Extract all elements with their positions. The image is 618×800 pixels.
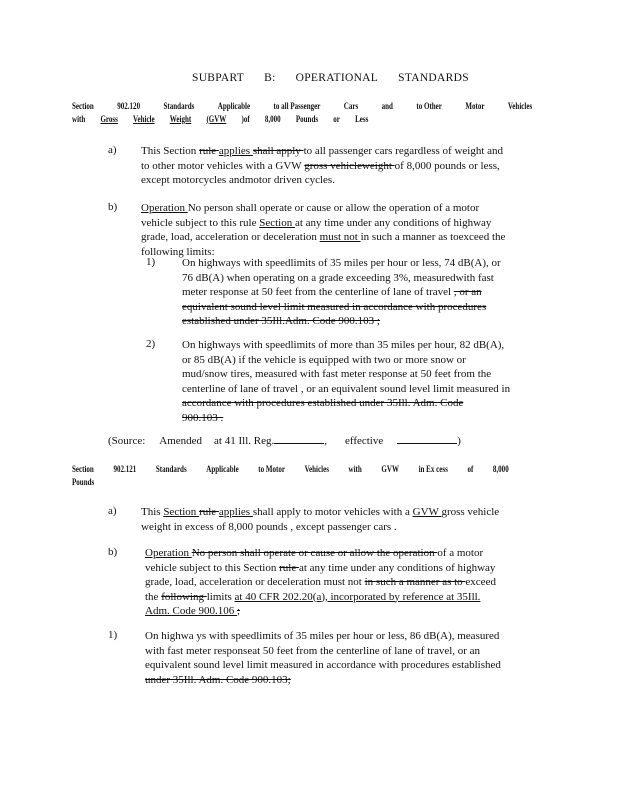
subsection-a-text: This Section rule applies shall apply to all passenger cars regardless of weight and to other motor vehicles with a GVW gross vehicleweight of 8,000 pounds or less, except motorcycles andmotor driven cycles. (141, 145, 504, 186)
item-121-1-label: 1) (108, 629, 118, 641)
section-902-121-heading: Section 902.121 Standards Applicable to Motor Vehicles with GVW in Ex cess of 8,000 Pounds (72, 464, 509, 487)
source-note: (Source: Amended at 41 Ill. Reg. , effective ) (108, 435, 461, 447)
item-121-1-text: On highwa ys with speedlimits of 35 miles per hour or less, 86 dB(A), measured with fast meter responseat 50 feet from the centerline of lane of travel, or an equivalent sound level limit measured in accordance with procedures established under 35Ill. Adm. Code 900.103; (145, 630, 501, 686)
subsection-121b-label: b) (108, 546, 118, 558)
item-b2-label: 2) (146, 338, 156, 350)
subsection-121b-text: Operation No person shall operate or cause or allow the operation of a motor vehicle subject to this Section rule at any time under any conditions of highway grade, load, acceleration or deceleration must not in such a manner as to exceed the following limits at 40 CFR 202.20(a), incorporated by reference at 35Ill. Adm. Code 900.106 ; (145, 547, 496, 617)
subsection-b-text: Operation No person shall operate or cause or allow the operation of a motor vehicle subject to this rule Section at any time under any conditions of highway grade, load, acceleration or deceleration must not in such a manner as toexceed the following limits: (141, 202, 506, 258)
subsection-121a-text: This Section rule applies shall apply to motor vehicles with a GVW gross vehicle weight in excess of 8,000 pounds , except passenger cars . (141, 506, 500, 533)
subsection-121a-label: a) (108, 505, 117, 517)
item-b1-label: 1) (146, 256, 156, 268)
item-b2-text: On highways with speedlimits of more than 35 miles per hour, 82 dB(A), or 85 dB(A) if the vehicle is equipped with two or more snow or mud/snow tires, measured with fast meter response at 50 feet from the centerline of lane of travel , or an equivalent sound level limit measured in accordance with procedures established under 35Ill. Adm. Code 900.103 . (182, 339, 511, 424)
subpart-heading: SUBPART B: OPERATIONAL STANDARDS (192, 72, 469, 84)
section-902-120-heading: Section 902.120 Standards Applicable to all Passenger Cars and to Other Motor Vehicles with Gross Vehicle Weight (GVW )of 8,000 Pounds or Less (72, 101, 533, 124)
item-b1-text: On highways with speedlimits of 35 miles per hour or less, 74 dB(A), or 76 dB(A) when operating on a grade exceeding 3%, measuredwith fast meter response at 50 feet from the centerline of lane of travel , or an equivalent sound level limit measured in accordance with procedures established under 35Ill.Adm. Code 900.103 ; (182, 257, 501, 327)
subsection-b-label: b) (108, 201, 118, 213)
subsection-a-label: a) (108, 144, 117, 156)
